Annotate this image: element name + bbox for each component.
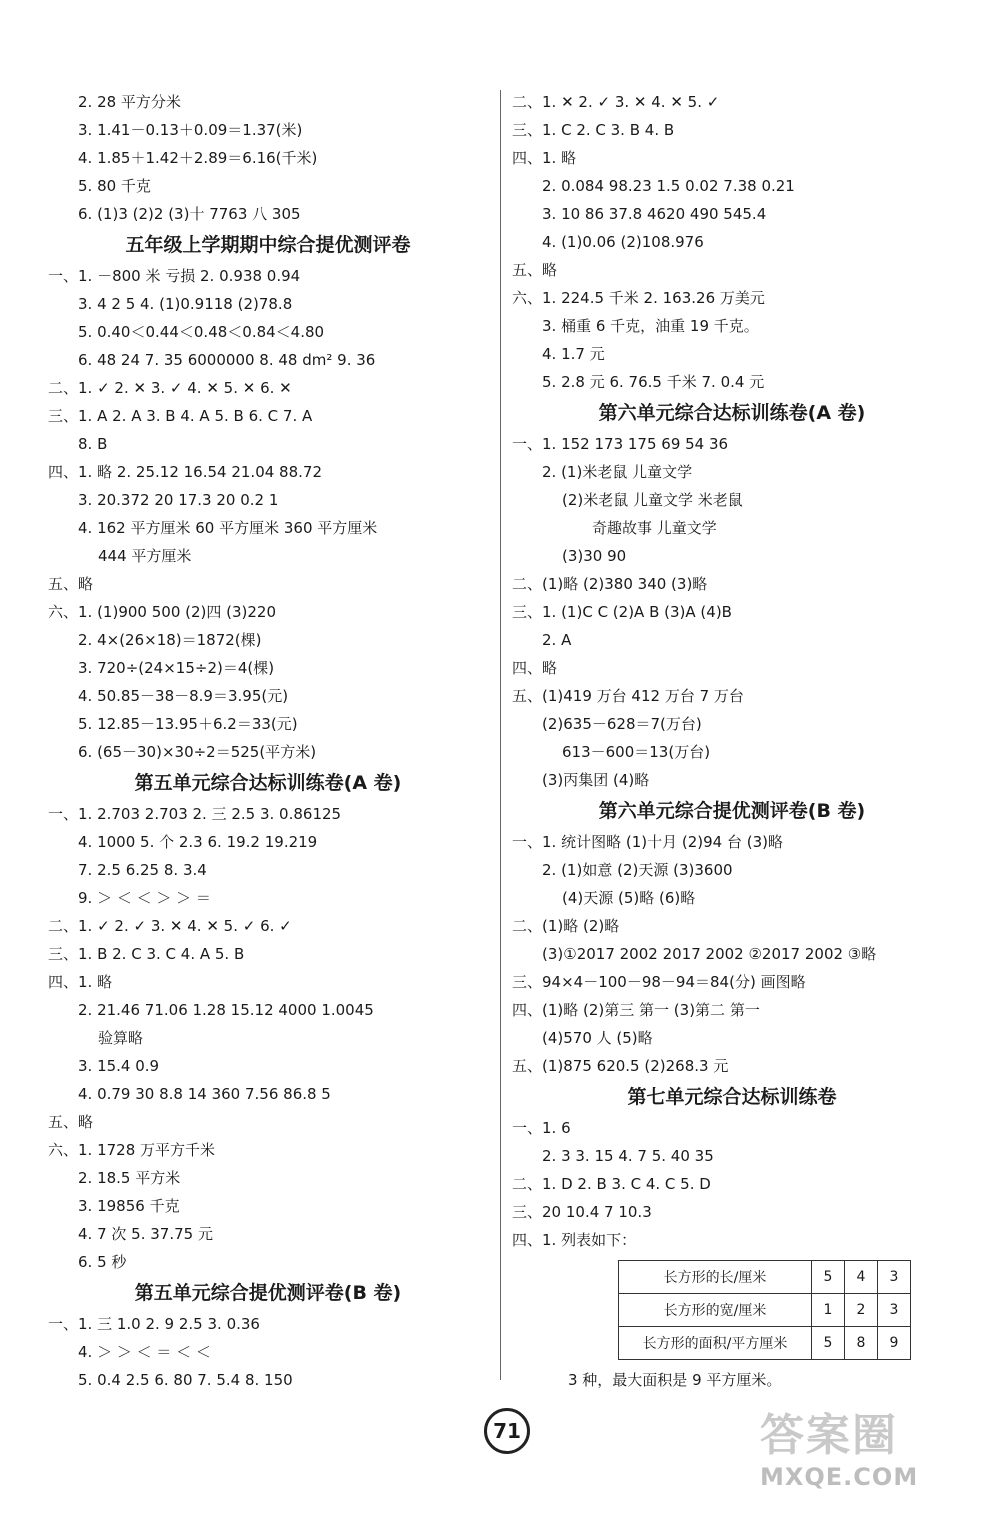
- answer-line: 五、(1)419 万台 412 万台 7 万台: [512, 687, 744, 705]
- answer-line: 一、1. 152 173 175 69 54 36: [512, 435, 729, 453]
- answer-line: 444 平方厘米: [98, 547, 192, 565]
- answer-line: 2. A: [542, 631, 572, 649]
- answer-line: 3. 桶重 6 千克，油重 19 千克。: [542, 317, 759, 335]
- answer-line: 4. 1.85＋1.42＋2.89＝6.16(千米): [78, 149, 318, 167]
- answer-line: 6. 5 秒: [78, 1253, 127, 1271]
- table-cell: 4: [845, 1261, 878, 1294]
- answer-line: (2)635－628＝7(万台): [542, 715, 702, 733]
- left-column: [48, 88, 488, 1394]
- answer-line: 一、1. 6: [512, 1119, 571, 1137]
- answer-line: 5. 0.40＜0.44＜0.48＜0.84＜4.80: [78, 323, 325, 341]
- answer-line: 2. (1)米老鼠 儿童文学: [542, 463, 693, 481]
- answer-line: 3 种，最大面积是 9 平方厘米。: [568, 1371, 782, 1389]
- answer-line: 4. 162 平方厘米 60 平方厘米 360 平方厘米: [78, 519, 378, 537]
- answer-line: 二、1. ✓ 2. ✓ 3. ✕ 4. ✕ 5. ✓ 6. ✓: [48, 917, 292, 935]
- section-heading: 第六单元综合提优测评卷(B 卷): [598, 800, 866, 822]
- answer-line: 8. B: [78, 435, 108, 453]
- answer-line: 一、1. 三 1.0 2. 9 2.5 3. 0.36: [48, 1315, 260, 1333]
- section-heading: 第五单元综合达标训练卷(A 卷): [134, 772, 402, 794]
- answer-line: 4. 1.7 元: [542, 345, 605, 363]
- answer-line: (3)30 90: [562, 547, 627, 565]
- answer-line: 二、(1)略 (2)略: [512, 917, 620, 935]
- page-number-badge: [470, 1400, 540, 1460]
- table-row: [619, 1294, 911, 1327]
- table-cell: 3: [878, 1261, 911, 1294]
- answer-line: 五、(1)875 620.5 (2)268.3 元: [512, 1057, 729, 1075]
- answer-line: 四、1. 略: [48, 973, 113, 991]
- answer-line: 四、(1)略 (2)第三 第一 (3)第二 第一: [512, 1001, 760, 1019]
- answer-line: 四、1. 略 2. 25.12 16.54 21.04 88.72: [48, 463, 322, 481]
- answer-line: 5. 12.85－13.95＋6.2＝33(元): [78, 715, 298, 733]
- answer-line: 六、1. 1728 万平方千米: [48, 1141, 216, 1159]
- answer-line: 二、1. ✕ 2. ✓ 3. ✕ 4. ✕ 5. ✓: [512, 93, 720, 111]
- table-row-label: 长方形的长/厘米: [619, 1261, 812, 1294]
- table-row: [619, 1261, 911, 1294]
- table-row: [619, 1327, 911, 1360]
- answer-line: 四、1. 略: [512, 149, 577, 167]
- table-row-label: 长方形的面积/平方厘米: [619, 1327, 812, 1360]
- answer-line: 三、1. A 2. A 3. B 4. A 5. B 6. C 7. A: [48, 407, 313, 425]
- answer-line: 一、1. 统计图略 (1)十月 (2)94 台 (3)略: [512, 833, 783, 851]
- answer-line: 3. 20.372 20 17.3 20 0.2 1: [78, 491, 279, 509]
- answer-line: 4. (1)0.06 (2)108.976: [542, 233, 704, 251]
- table-cell: 5: [812, 1261, 845, 1294]
- answer-line: 六、1. 224.5 千米 2. 163.26 万美元: [512, 289, 765, 307]
- table-cell: 3: [878, 1294, 911, 1327]
- answer-line: 3. 19856 千克: [78, 1197, 180, 1215]
- answer-line: 2. 3 3. 15 4. 7 5. 40 35: [542, 1147, 714, 1165]
- answer-line: 4. ＞ ＞ ＜ ＝ ＜ ＜: [78, 1343, 211, 1361]
- answer-line: 奇趣故事 儿童文学: [592, 519, 717, 537]
- answer-line: 2. (1)如意 (2)天源 (3)3600: [542, 861, 733, 879]
- section-heading: 第五单元综合提优测评卷(B 卷): [134, 1282, 402, 1304]
- answer-line: (3)丙集团 (4)略: [542, 771, 650, 789]
- answer-line: 五、略: [512, 261, 558, 279]
- table-cell: 1: [812, 1294, 845, 1327]
- answer-line: 6. 48 24 7. 35 6000000 8. 48 dm² 9. 36: [78, 351, 376, 369]
- answer-line: 2. 4×(26×18)＝1872(棵): [78, 631, 262, 649]
- answer-line: 一、1. 2.703 2.703 2. 三 2.5 3. 0.86125: [48, 805, 342, 823]
- answer-line: 5. 0.4 2.5 6. 80 7. 5.4 8. 150: [78, 1371, 293, 1389]
- answer-line: 3. 720÷(24×15÷2)＝4(棵): [78, 659, 275, 677]
- answer-line: (3)①2017 2002 2017 2002 ②2017 2002 ③略: [542, 945, 877, 963]
- answer-line: 5. 80 千克: [78, 177, 151, 195]
- answer-line: 三、1. (1)C C (2)A B (3)A (4)B: [512, 603, 732, 621]
- answer-line: 4. 7 次 5. 37.75 元: [78, 1225, 213, 1243]
- answer-line: 4. 1000 5. 个 2.3 6. 19.2 19.219: [78, 833, 318, 851]
- answer-line: 五、略: [48, 575, 94, 593]
- table-cell: 9: [878, 1327, 911, 1360]
- watermark-url: MXQE.COM: [760, 1463, 919, 1491]
- page-number: 71: [493, 1419, 521, 1443]
- section-heading: 第六单元综合达标训练卷(A 卷): [598, 402, 866, 424]
- answer-line: 三、1. C 2. C 3. B 4. B: [512, 121, 675, 139]
- answer-line: 9. ＞ ＜ ＜ ＞ ＞ ＝: [78, 889, 211, 907]
- answer-line: 四、1. 列表如下：: [512, 1231, 637, 1249]
- answer-line: 6. (65－30)×30÷2＝525(平方米): [78, 743, 317, 761]
- answer-line: 验算略: [98, 1029, 144, 1047]
- answer-line: 5. 2.8 元 6. 76.5 千米 7. 0.4 元: [542, 373, 765, 391]
- answer-line: 3. 15.4 0.9: [78, 1057, 160, 1075]
- answer-line: 四、略: [512, 659, 558, 677]
- answer-line: 6. (1)3 (2)2 (3)十 7763 八 305: [78, 205, 301, 223]
- answer-line: 2. 0.084 98.23 1.5 0.02 7.38 0.21: [542, 177, 795, 195]
- answer-line: 二、(1)略 (2)380 340 (3)略: [512, 575, 708, 593]
- answer-line: 2. 21.46 71.06 1.28 15.12 4000 1.0045: [78, 1001, 374, 1019]
- table-cell: 8: [845, 1327, 878, 1360]
- table-cell: 5: [812, 1327, 845, 1360]
- answer-line: 二、1. D 2. B 3. C 4. C 5. D: [512, 1175, 711, 1193]
- answer-line: 3. 1.41－0.13＋0.09＝1.37(米): [78, 121, 303, 139]
- answer-line: 六、1. (1)900 500 (2)四 (3)220: [48, 603, 277, 621]
- answer-line: 613－600＝13(万台): [562, 743, 711, 761]
- answer-line: 4. 0.79 30 8.8 14 360 7.56 86.8 5: [78, 1085, 331, 1103]
- rectangle-table: [618, 1260, 911, 1360]
- column-divider: [500, 90, 501, 1380]
- section-heading: 五年级上学期期中综合提优测评卷: [125, 234, 411, 256]
- answer-line: (4)天源 (5)略 (6)略: [562, 889, 696, 907]
- answer-line: 7. 2.5 6.25 8. 3.4: [78, 861, 207, 879]
- answer-line: 三、1. B 2. C 3. C 4. A 5. B: [48, 945, 245, 963]
- answer-line: 一、1. －800 米 亏损 2. 0.938 0.94: [48, 267, 301, 285]
- answer-line: 三、20 10.4 7 10.3: [512, 1203, 652, 1221]
- table-cell: 2: [845, 1294, 878, 1327]
- answer-line: 2. 18.5 平方米: [78, 1169, 181, 1187]
- answer-line: 五、略: [48, 1113, 94, 1131]
- watermark-logo-text: 答案圈: [760, 1410, 898, 1461]
- answer-line: 4. 50.85－38－8.9＝3.95(元): [78, 687, 289, 705]
- table-row-label: 长方形的宽/厘米: [619, 1294, 812, 1327]
- right-column: [512, 88, 952, 1394]
- answer-line: 二、1. ✓ 2. ✕ 3. ✓ 4. ✕ 5. ✕ 6. ✕: [48, 379, 292, 397]
- answer-line: 2. 28 平方分米: [78, 93, 181, 111]
- watermark: [760, 1410, 990, 1510]
- answer-line: 三、94×4－100－98－94＝84(分) 画图略: [512, 973, 806, 991]
- answer-line: (4)570 人 (5)略: [542, 1029, 653, 1047]
- answer-line: 3. 10 86 37.8 4620 490 545.4: [542, 205, 767, 223]
- answer-line: (2)米老鼠 儿童文学 米老鼠: [562, 491, 743, 509]
- section-heading: 第七单元综合达标训练卷: [627, 1086, 837, 1108]
- answer-line: 3. 4 2 5 4. (1)0.9118 (2)78.8: [78, 295, 293, 313]
